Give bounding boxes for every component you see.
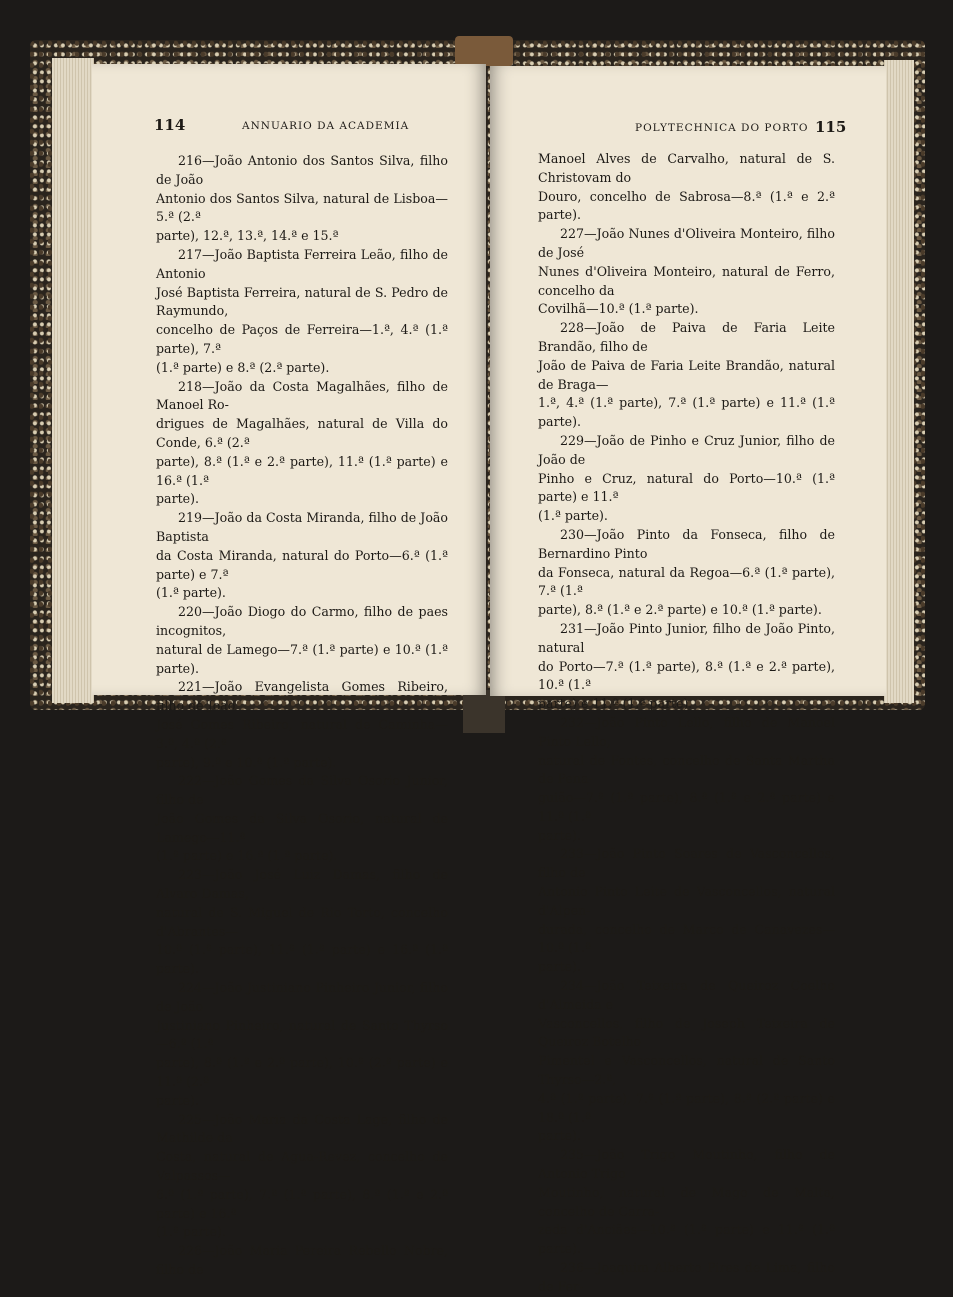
text-line: 1.ª, 4.ª (1.ª parte), 7.ª (1.ª parte) e 11.ª (1.ª parte). xyxy=(538,395,835,430)
text-line: zeda d'Anciães—10.ª (1.ª parte) e 11.ª (1.ª parte). xyxy=(538,1222,835,1257)
text-line: Vasconcellos, filho de Joseph Teixeira de Queiroz Botelho xyxy=(538,1015,835,1050)
text-line: concelho de Paços de Ferreira—1.ª, 4.ª (1.ª parte), 7.ª xyxy=(156,322,448,356)
text-line: Manoel Alves de Carvalho, natural de S. Christovam do xyxy=(538,151,835,185)
text-line: Antonio Pinto Leite de Vasconcellos, natural d'Alpen- xyxy=(538,884,835,918)
text-line: Nunes d'Oliveira Monteiro, natural de Ferro, concelho da xyxy=(538,263,835,298)
right-page-edges xyxy=(884,60,914,703)
right-page xyxy=(490,66,886,1294)
text-line: 217—João Baptista Ferreira Leão, filho de Antonio xyxy=(156,246,448,281)
text-line: João Gomes da Silva Osorio, natural de Lamego—11.ª xyxy=(156,810,448,845)
text-line: parte), 9.ª e 10.ª (1.ª parte). xyxy=(156,754,337,770)
page-number: 114 xyxy=(154,116,186,134)
text-line: 234—João Teixeira de Queiroz Coelho d'Almeida e xyxy=(538,978,835,1012)
text-line: 218—João da Costa Magalhães, filho de Manoel Ro- xyxy=(156,378,448,413)
text-line: Pinho e Cruz, natural do Porto—10.ª (1.ª parte) e 11.ª xyxy=(538,470,835,505)
text-line: Justiniano Pinheiro, natural de Santo Thyrso—6.ª (1.ª xyxy=(156,1017,448,1052)
text-line: 6.ª (1.ª parte), 7.ª (1.ª parte), 8.ª (1.ª e 2.ª parte) e 16.ª xyxy=(156,1186,448,1221)
text-line: parte). xyxy=(538,959,582,975)
text-line: 235—João Trigo Moutinho, filho de Antonio Trigo xyxy=(538,1147,835,1182)
text-line: 236—Joaquim Alberto Pires de Lima, filho de Fer- xyxy=(538,1260,835,1294)
text-line: 224—João Justiniano Pinheiro Junior, filho de João xyxy=(156,980,448,1014)
text-line: do Porto—7.ª (1.ª parte), 8.ª (1.ª e 2.ª parte), 10.ª (1.ª xyxy=(538,658,835,693)
text-line: parte), 8.ª (1.ª e 2.ª parte) e 10.ª (1.ª parte). xyxy=(538,602,822,618)
book-spine xyxy=(455,36,513,66)
text-line: natural de Fontes, concelho de Santa Martha de Pena- xyxy=(538,752,835,787)
text-line: (1.ª parte) e 16.ª (1.ª parte). xyxy=(156,848,338,864)
text-line: 227—João Nunes d'Oliveira Monteiro, filho de José xyxy=(538,226,835,260)
text-line: Douro, concelho de Sabrosa—8.ª (1.ª e 2.ª parte). xyxy=(538,188,835,223)
left-page xyxy=(92,64,486,1278)
text-line: 4.ª (1.ª parte), 7.ª (1.ª parte), 8.ª (2.ª parte) e 18.ª (1.ª xyxy=(538,1090,835,1125)
text-line: parte), 8.ª (1.ª e 2.ª parte), 11.ª (1.ª parte) e 16.ª (1.ª xyxy=(156,453,448,488)
text-line: 220—João Diogo do Carmo, filho de paes incognitos, xyxy=(156,604,448,638)
text-line: Costa, natural de Agua-Revez, concelho de Valpassos— xyxy=(156,1149,448,1184)
text-line: (1.ª parte) e 8.ª (2.ª parte). xyxy=(156,359,330,375)
text-line: 223—João José Luiz Damas, filho de Alvaro Damas, xyxy=(156,867,448,902)
text-line: 231—João Pinto Junior, filho de João Pinto, natural xyxy=(538,620,835,655)
text-line: natural de S. Miguel de Rio Torto, concelho d'Abrantes— xyxy=(156,904,448,939)
text-line: 232—João Pinto Lello, filho de Manoel Pinto Lello, xyxy=(538,714,835,749)
text-line: 10.ª (1.ª parte), 11.ª (1.ª parte) e 16.ª (1.ª parte). xyxy=(156,942,448,977)
text-line: José Gomes Ribeiro, natural de Caminha—3.ª, 4.ª (2.ª xyxy=(156,716,448,751)
page-body xyxy=(156,152,448,1280)
text-line: durada, concelho de Marco de Canavezes—10.ª (1.ª xyxy=(538,921,835,956)
text-line: da Costa Miranda, natural do Porto—6.ª (1.ª parte) e 7.ª xyxy=(156,547,448,582)
text-line: Pimentel e Vasconcellos, natural de Santo Thyrso—2.ª, xyxy=(538,1053,835,1088)
text-line: Moutinho, natural de Mago de Malta, concelho de Carra- xyxy=(538,1184,835,1219)
running-head: ANNUARIO DA ACADEMIA xyxy=(242,120,410,132)
text-line: (1.ª parte). xyxy=(156,1224,226,1240)
text-line: parte). xyxy=(156,1092,200,1108)
text-line: parte). xyxy=(156,491,200,507)
text-line: da Fonseca, natural da Regoa—6.ª (1.ª parte), 7.ª (1.ª xyxy=(538,564,835,599)
running-head: POLYTECHNICA DO PORTO xyxy=(635,122,809,134)
page-number: 115 xyxy=(815,118,847,136)
text-line: 226—João Maria Pereira Rebello Nobre, filho de xyxy=(156,1243,448,1278)
text-line: 216—João Antonio dos Santos Silva, filho de João xyxy=(156,153,448,187)
text-line: (1.ª parte). xyxy=(538,508,608,524)
text-line: 225—João Maria da Costa Lage, filho de Mathilde da xyxy=(156,1111,448,1146)
text-line: 221—João Evangelista Gomes Ribeiro, filho de João xyxy=(156,679,448,714)
text-line: parte), 8.ª (1.ª e 2.ª parte), 10.ª (2.ª parte) e 11.ª (2.ª xyxy=(156,1055,448,1090)
page-body xyxy=(538,150,835,1297)
text-line: parte), 12.ª, 13.ª, 14.ª e 15.ª xyxy=(156,228,339,244)
text-line: 219—João da Costa Miranda, filho de João Baptista xyxy=(156,510,448,544)
book-spine-bottom xyxy=(463,690,505,733)
text-line: 228—João de Paiva de Faria Leite Brandão, filho de xyxy=(538,320,835,354)
text-line: 230—João Pinto da Fonseca, filho de Bernardino Pinto xyxy=(538,526,835,561)
text-line: parte). xyxy=(538,1128,582,1144)
text-line: Covilhã—10.ª (1.ª parte). xyxy=(538,301,699,317)
text-line: João de Paiva de Faria Leite Brandão, natural de Braga— xyxy=(538,357,835,392)
text-line: parte) e 11.ª (1.ª parte). xyxy=(538,696,693,712)
text-line: Antonio dos Santos Silva, natural de Lisboa—5.ª (2.ª xyxy=(156,190,448,225)
text-line: parte). xyxy=(538,827,582,843)
text-line: natural de Lamego—7.ª (1.ª parte) e 10.ª (1.ª parte). xyxy=(156,641,448,676)
text-line: José Baptista Ferreira, natural de S. Pedro de Raymundo, xyxy=(156,284,448,319)
text-line: 222—João Gomes da Silva Osorio Junior, filho de xyxy=(156,773,448,808)
text-line: guião—7.ª (1.ª parte), 8.ª (1.ª e 2.ª parte) e 11.ª (1.ª xyxy=(538,790,835,824)
text-line: drigues de Magalhães, natural de Villa do Conde, 6.ª (2.ª xyxy=(156,416,448,450)
left-page-edges xyxy=(52,58,94,703)
text-line: 233—João Pinto Soares de Vasconcellos, filho de xyxy=(538,846,835,881)
text-line: (1.ª parte). xyxy=(156,585,226,601)
text-line: 229—João de Pinho e Cruz Junior, filho de João de xyxy=(538,432,835,467)
